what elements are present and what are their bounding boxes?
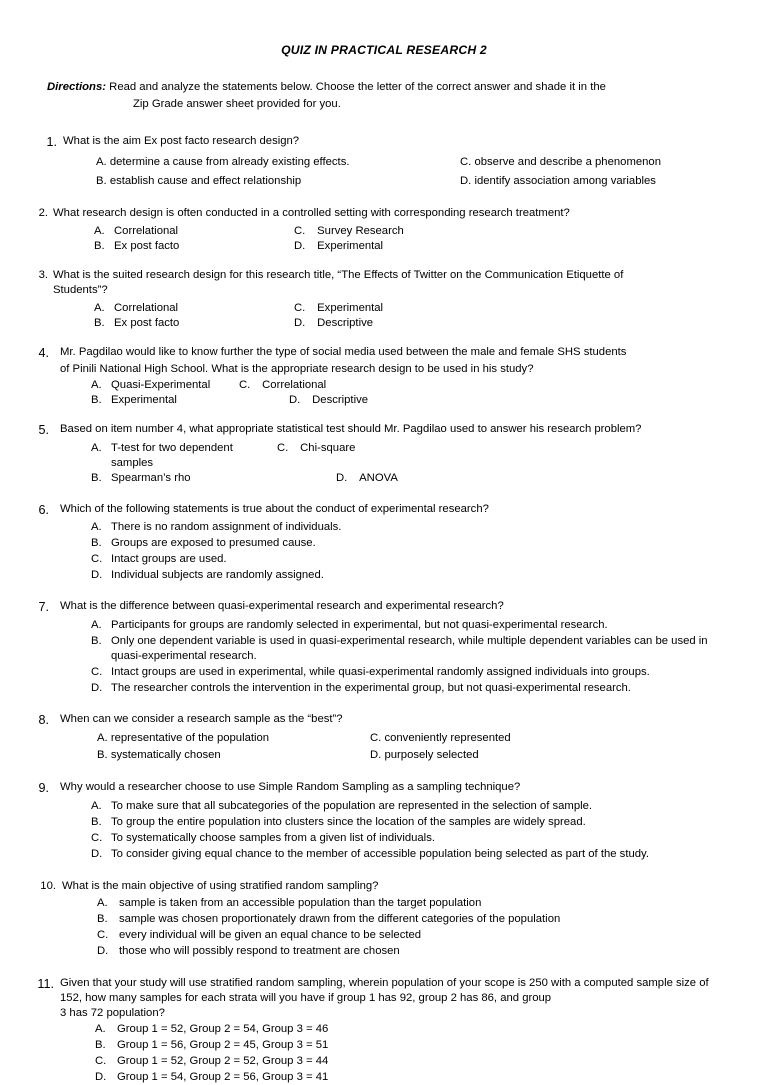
option-c-text: Survey Research xyxy=(317,225,404,238)
option-d-text: Individual subjects are randomly assigned. xyxy=(111,569,324,582)
option-a[interactable] xyxy=(91,441,277,471)
option-row xyxy=(94,301,768,316)
option-row xyxy=(91,847,768,862)
option-d[interactable] xyxy=(277,471,398,486)
question-number: 3. xyxy=(38,269,48,282)
option-c-letter: C. xyxy=(95,1055,107,1068)
option-c[interactable] xyxy=(239,378,326,393)
option-c-text: Intact groups are used. xyxy=(111,553,227,566)
question-header xyxy=(35,502,768,519)
option-b-text: sample was chosen proportionately drawn from the different categories of the population xyxy=(119,912,561,925)
option-a-text: Correlational xyxy=(114,225,179,238)
option-b-text: Group 1 = 56, Group 2 = 45, Group 3 = 51 xyxy=(117,1039,329,1051)
option-a-text: T-test for two dependent samples xyxy=(111,441,233,469)
option-b-letter: B. xyxy=(94,240,105,253)
option-row xyxy=(97,896,768,911)
question-text-continued: Students”? xyxy=(53,284,108,297)
directions-block xyxy=(0,58,768,112)
option-d-text: To consider giving equal chance to the member of accessible population being selected as part of the study. xyxy=(111,847,649,860)
question-number: 7. xyxy=(38,600,49,615)
option-b-letter: B. xyxy=(96,175,107,187)
option-c[interactable] xyxy=(277,441,355,456)
option-c[interactable] xyxy=(294,301,383,316)
option-d-letter: D. xyxy=(289,393,301,406)
question-header xyxy=(35,345,768,362)
option-row xyxy=(91,681,723,696)
option-c-text: every individual will be given an equal chance to be selected xyxy=(119,928,422,941)
option-b[interactable] xyxy=(91,815,586,830)
option-row xyxy=(97,928,768,943)
option-b[interactable] xyxy=(96,174,460,189)
question-header xyxy=(38,206,768,221)
option-row xyxy=(91,536,768,551)
question-item xyxy=(0,712,768,763)
option-group xyxy=(35,618,768,696)
option-d-letter: D. xyxy=(370,749,382,762)
option-d-letter: D. xyxy=(91,682,103,695)
option-a-text: Participants for groups are randomly selected in experimental, but not quasi-experimental research. xyxy=(111,619,608,632)
option-b[interactable] xyxy=(97,748,370,763)
option-a-letter: A. xyxy=(94,302,105,315)
question-header xyxy=(35,599,768,616)
option-d[interactable] xyxy=(91,568,324,583)
option-d-letter: D. xyxy=(95,1071,107,1084)
question-header xyxy=(35,879,768,894)
option-row xyxy=(91,393,768,408)
question-item xyxy=(0,780,768,862)
question-item xyxy=(0,502,768,584)
option-b[interactable] xyxy=(91,393,239,408)
option-b-text: Only one dependent variable is used in quasi-experimental research, while multiple dependent variables can be used in quasi-experimental research. xyxy=(111,635,708,663)
option-d[interactable] xyxy=(239,393,368,408)
question-header xyxy=(35,422,768,439)
option-c-letter: C. xyxy=(91,553,103,566)
option-b-text: To group the entire population into clusters since the location of the samples are widely spread. xyxy=(111,815,586,828)
option-a[interactable] xyxy=(95,1022,328,1037)
option-b-letter: B. xyxy=(91,471,102,484)
option-d-letter: D. xyxy=(294,317,306,330)
option-b-letter: B. xyxy=(91,537,102,550)
option-group xyxy=(43,155,768,189)
question-number: 11. xyxy=(37,976,54,991)
option-c[interactable] xyxy=(91,552,227,567)
option-d[interactable] xyxy=(95,1070,328,1085)
option-row xyxy=(91,441,768,471)
question-header xyxy=(35,712,768,729)
question-header xyxy=(35,780,768,797)
option-c[interactable] xyxy=(95,1054,328,1069)
option-c[interactable] xyxy=(97,928,421,943)
option-d-letter: D. xyxy=(460,175,472,187)
question-text: Why would a researcher choose to use Simple Random Sampling as a sampling technique? xyxy=(60,781,521,794)
option-c-text: Group 1 = 52, Group 2 = 52, Group 3 = 44 xyxy=(117,1055,329,1068)
question-text-continued: 3 has 72 population? xyxy=(60,1006,165,1019)
option-row xyxy=(94,316,768,331)
option-d-letter: D. xyxy=(97,944,109,957)
question-text-continued: of Pinili National High School. What is the appropriate research design to be used in his study? xyxy=(60,362,534,375)
option-group xyxy=(35,731,768,763)
option-row xyxy=(95,1054,768,1069)
option-b-letter: B. xyxy=(91,635,102,648)
question-text: What is the suited research design for this research title, “The Effects of Twitter on the Communication Etiquette of xyxy=(53,269,624,282)
option-a-letter: A. xyxy=(91,378,102,391)
question-number: 4. xyxy=(38,346,49,361)
question-text: When can we consider a research sample as the “best”? xyxy=(60,713,343,726)
option-a[interactable] xyxy=(91,378,239,393)
option-row xyxy=(91,799,768,814)
option-a-letter: A. xyxy=(95,1022,106,1035)
question-header xyxy=(43,134,768,151)
option-row xyxy=(91,634,723,664)
option-d[interactable] xyxy=(91,847,649,862)
question-number: 6. xyxy=(38,502,49,517)
option-a[interactable] xyxy=(91,799,592,814)
option-d-letter: D. xyxy=(336,471,348,484)
option-a-letter: A. xyxy=(91,521,102,534)
option-c-letter: C. xyxy=(97,928,109,941)
option-row xyxy=(96,155,768,170)
option-b[interactable] xyxy=(91,536,316,551)
directions-line-1 xyxy=(47,80,722,95)
option-a-text: Quasi-Experimental xyxy=(111,378,211,391)
option-b-text: Ex post facto xyxy=(114,317,180,330)
option-a-letter: A. xyxy=(91,619,102,632)
option-group xyxy=(38,224,768,254)
option-d[interactable] xyxy=(91,681,631,696)
option-c-letter: C. xyxy=(239,378,251,391)
option-a-letter: A. xyxy=(97,732,108,745)
option-a-letter: A. xyxy=(91,799,102,812)
option-d-text: ANOVA xyxy=(359,471,398,484)
option-d-text: those who will possibly respond to treatment are chosen xyxy=(119,944,400,957)
option-b-letter: B. xyxy=(95,1039,106,1051)
option-d-text: purposely selected xyxy=(384,749,479,762)
option-a[interactable] xyxy=(91,618,608,633)
option-b-text: establish cause and effect relationship xyxy=(109,175,302,187)
question-item xyxy=(0,345,768,408)
directions-label: Directions: xyxy=(47,81,107,94)
option-d[interactable] xyxy=(294,316,373,331)
question-number: 1. xyxy=(46,135,57,150)
option-c-letter: C. xyxy=(91,666,103,679)
option-row xyxy=(97,748,768,763)
option-row xyxy=(95,1022,768,1037)
option-b-text: systematically chosen xyxy=(110,749,221,762)
option-c-letter: C. xyxy=(294,302,306,315)
option-a-text: sample is taken from an accessible population than the target population xyxy=(119,896,482,909)
option-a-letter: A. xyxy=(94,225,105,238)
option-b-letter: B. xyxy=(94,317,105,330)
option-c-text: Experimental xyxy=(317,302,384,315)
question-text: Given that your study will use stratified random sampling, wherein population of your scope is 250 with a computed sample size of 152, how many samples for each strata will you have if group 1 has 92, group 2 has 86, and group xyxy=(60,976,709,1004)
option-row xyxy=(97,944,768,959)
option-d[interactable] xyxy=(294,239,383,254)
option-a[interactable] xyxy=(94,301,294,316)
question-item xyxy=(0,422,768,486)
option-c[interactable] xyxy=(460,155,661,170)
option-row xyxy=(97,731,768,746)
option-row xyxy=(96,174,768,189)
question-item xyxy=(0,268,768,331)
option-b-letter: B. xyxy=(97,912,108,925)
option-b[interactable] xyxy=(91,471,277,486)
option-group xyxy=(35,520,768,583)
option-c-letter: C. xyxy=(294,225,306,238)
question-number: 5. xyxy=(38,422,49,437)
question-text: Mr. Pagdilao would like to know further the type of social media used between the male and female SHS students xyxy=(60,346,627,359)
option-row xyxy=(91,665,723,680)
option-a-text: representative of the population xyxy=(110,732,270,745)
question-item xyxy=(0,599,768,696)
option-group xyxy=(38,301,768,331)
option-a-letter: A. xyxy=(96,155,107,168)
option-c[interactable] xyxy=(370,731,511,746)
option-d-text: Group 1 = 54, Group 2 = 56, Group 3 = 41 xyxy=(117,1071,329,1084)
option-a[interactable] xyxy=(97,896,481,911)
option-c-letter: C. xyxy=(277,441,289,454)
question-item xyxy=(0,879,768,959)
option-c-letter: C. xyxy=(460,155,472,168)
question-number: 2. xyxy=(38,207,48,220)
option-d-text: Descriptive xyxy=(312,393,369,406)
option-row xyxy=(91,568,768,583)
question-text: What is the difference between quasi-experimental research and experimental research? xyxy=(60,600,504,613)
option-d-text: The researcher controls the intervention in the experimental group, but not quasi-experimental research. xyxy=(111,682,631,695)
question-header xyxy=(33,976,768,1006)
option-c-letter: C. xyxy=(91,831,103,844)
option-b[interactable] xyxy=(94,316,294,331)
option-row xyxy=(94,224,768,239)
option-b-text: Spearman’s rho xyxy=(111,471,191,484)
option-d[interactable] xyxy=(370,748,479,763)
questions-list xyxy=(0,134,768,1085)
option-group xyxy=(35,378,768,408)
option-a-text: There is no random assignment of individuals. xyxy=(111,521,342,534)
option-c-text: Correlational xyxy=(262,378,327,391)
option-a-text: Correlational xyxy=(114,302,179,315)
option-group xyxy=(33,1022,768,1085)
option-c-text: To systematically choose samples from a given list of individuals. xyxy=(111,831,435,844)
option-a[interactable] xyxy=(96,155,460,170)
option-row xyxy=(91,815,768,830)
page-title: QUIZ IN PRACTICAL RESEARCH 2 xyxy=(281,43,487,57)
option-d-text: Descriptive xyxy=(317,317,374,330)
question-number: 9. xyxy=(38,781,49,796)
question-text: Which of the following statements is true about the conduct of experimental research? xyxy=(60,502,489,515)
option-b-text: Ex post facto xyxy=(114,240,180,253)
option-row xyxy=(91,471,768,486)
option-a[interactable] xyxy=(94,224,294,239)
question-text: Based on item number 4, what appropriate statistical test should Mr. Pagdilao used to answer his research problem? xyxy=(60,422,642,435)
option-c-text: Chi-square xyxy=(300,441,356,454)
option-c-letter: C. xyxy=(370,732,382,745)
option-a-text: To make sure that all subcategories of the population are represented in the selection of sample. xyxy=(111,799,593,812)
question-number: 8. xyxy=(38,713,49,728)
option-a[interactable] xyxy=(91,520,341,535)
option-row xyxy=(94,239,768,254)
option-row xyxy=(97,912,768,927)
question-text: What is the aim Ex post facto research design? xyxy=(63,135,300,148)
option-b[interactable] xyxy=(95,1038,328,1053)
option-c[interactable] xyxy=(91,665,650,680)
option-b[interactable] xyxy=(97,912,560,927)
directions-text-1: Read and analyze the statements below. Choose the letter of the correct answer and shade it in the xyxy=(109,81,606,94)
option-c-text: observe and describe a phenomenon xyxy=(474,155,661,168)
question-text: What research design is often conducted in a controlled setting with corresponding research treatment? xyxy=(53,207,570,220)
option-b[interactable] xyxy=(91,634,723,664)
option-row xyxy=(91,552,768,567)
option-c[interactable] xyxy=(91,831,435,846)
option-d-letter: D. xyxy=(91,569,103,582)
option-group xyxy=(35,441,768,486)
option-d-letter: D. xyxy=(294,240,306,253)
option-group xyxy=(35,896,768,959)
option-b-letter: B. xyxy=(97,749,108,762)
option-row xyxy=(91,378,768,393)
option-c[interactable] xyxy=(294,224,404,239)
option-d[interactable] xyxy=(97,944,400,959)
option-b-text: Experimental xyxy=(111,393,177,406)
option-a[interactable] xyxy=(97,731,370,746)
option-c-text: Intact groups are used in experimental, while quasi-experimental randomly assigned individuals into groups. xyxy=(111,666,650,679)
option-group xyxy=(35,799,768,862)
option-b[interactable] xyxy=(94,239,294,254)
option-b-letter: B. xyxy=(91,393,102,406)
option-row xyxy=(95,1038,768,1053)
option-row xyxy=(91,831,768,846)
option-b-text: Groups are exposed to presumed cause. xyxy=(111,537,316,550)
option-a-text: determine a cause from already existing effects. xyxy=(109,155,350,168)
option-a-letter: A. xyxy=(91,441,102,454)
option-row xyxy=(91,618,723,633)
option-d[interactable] xyxy=(460,174,656,189)
question-item xyxy=(0,134,768,189)
question-number: 10. xyxy=(40,879,56,892)
option-d-text: Experimental xyxy=(317,240,384,253)
option-c-text: conveniently represented xyxy=(384,732,511,745)
directions-text-2: Zip Grade answer sheet provided for you. xyxy=(133,98,341,111)
option-row xyxy=(91,520,768,535)
question-text: What is the main objective of using stratified random sampling? xyxy=(62,879,379,892)
option-a-letter: A. xyxy=(97,896,108,909)
question-header xyxy=(38,268,768,283)
option-b-letter: B. xyxy=(91,815,102,828)
option-d-text: identify association among variables xyxy=(474,175,656,187)
question-item xyxy=(0,206,768,254)
option-row xyxy=(95,1070,768,1085)
question-item xyxy=(0,976,768,1085)
option-a-text: Group 1 = 52, Group 2 = 54, Group 3 = 46 xyxy=(117,1022,329,1035)
option-d-letter: D. xyxy=(91,847,103,860)
